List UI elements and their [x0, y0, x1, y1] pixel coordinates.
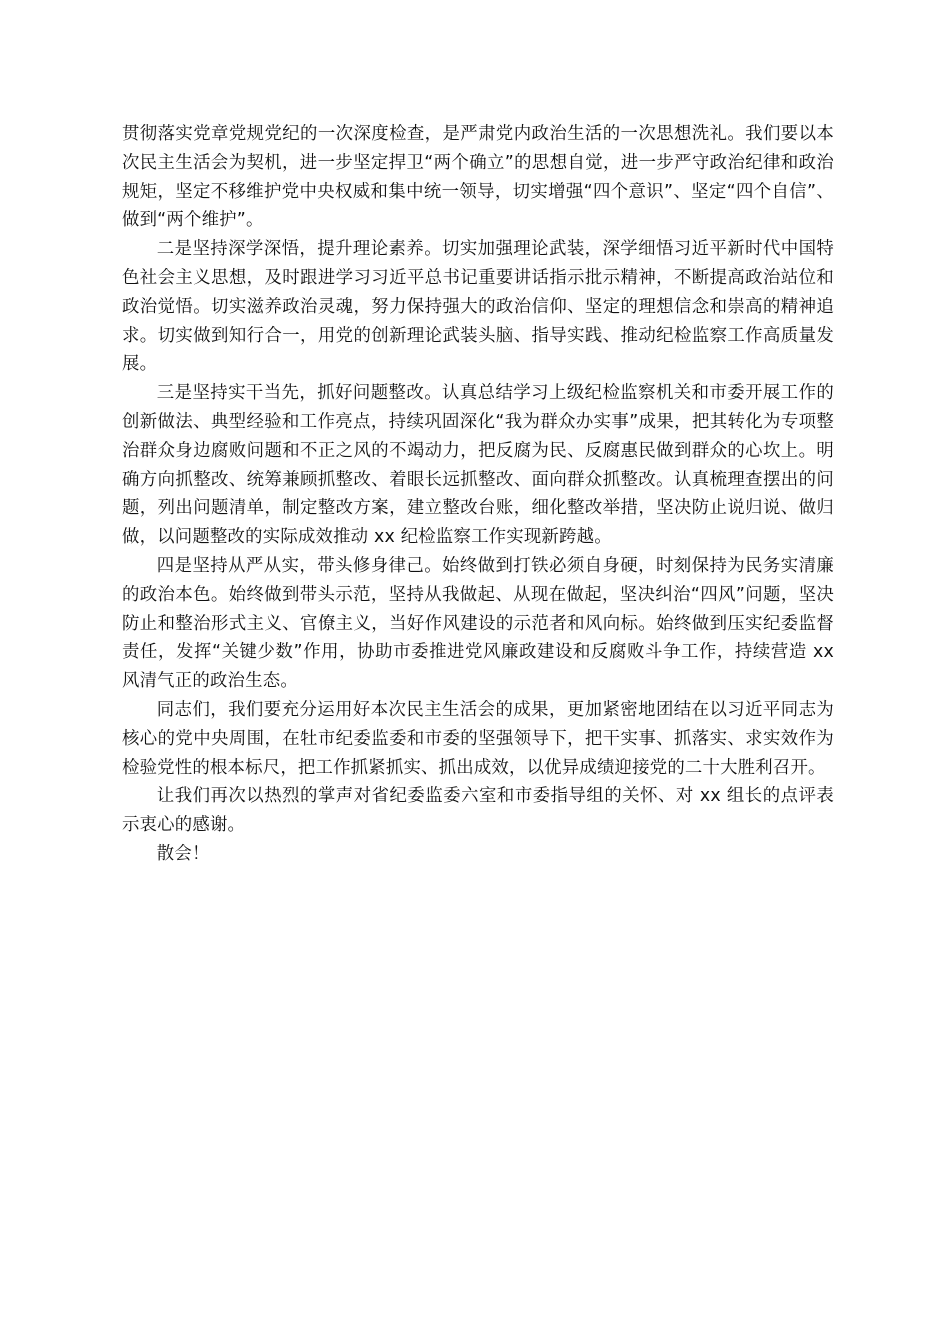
paragraph-point-two: 二是坚持深学深悟，提升理论素养。切实加强理论武装，深学细悟习近平新时代中国特色社会主义思想，及时跟进学习习近平总书记重要讲话指示批示精神，不断提高政治站位和政治觉悟。切实滋养政治灵魂，努力保持强大的政治信仰、坚定的理想信念和崇高的精神追求。切实做到知行合一，用党的创新理论武装头脑、指导实践、推动纪检监察工作高质量发展。: [122, 239, 834, 375]
paragraph-point-four: 四是坚持从严从实，带头修身律己。始终做到打铁必须自身硬，时刻保持为民务实清廉的政治本色。始终做到带头示范，坚持从我做起、从现在做起，坚决纠治“四风”问题，坚决防止和整治形式主义、官僚主义，当好作风建设的示范者和风向标。始终做到压实纪委监督责任，发挥“关键少数”作用，协助市委推进党风廉政建设和反腐败斗争工作，持续营造 xx 风清气正的政治生态。: [122, 555, 834, 692]
paragraph-continuation: 贯彻落实党章党规党纪的一次深度检查，是严肃党内政治生活的一次思想洗礼。我们要以本次民主生活会为契机，进一步坚定捍卫“两个确立”的思想自觉，进一步严守政治纪律和政治规矩，坚定不移维护党中央权威和集中统一领导，切实增强“四个意识”、坚定“四个自信”、做到“两个维护”。: [122, 124, 834, 231]
paragraph-adjourn: 散会！: [156, 843, 210, 864]
paragraph-thanks: 让我们再次以热烈的掌声对省纪委监委六室和市委指导组的关怀、对 xx 组长的点评表示衷心的感谢。: [122, 786, 834, 836]
paragraph-comrades: 同志们，我们要充分运用好本次民主生活会的成果，更加紧密地团结在以习近平同志为核心的党中央周围，在牡市纪委监委和市委的坚强领导下，把干实事、抓落实、求实效作为检验党性的根本标尺，把工作抓紧抓实、抓出成效，以优异成绩迎接党的二十大胜利召开。: [122, 699, 834, 778]
paragraph-point-three: 三是坚持实干当先，抓好问题整改。认真总结学习上级纪检监察机关和市委开展工作的创新做法、典型经验和工作亮点，持续巩固深化“我为群众办实事”成果，把其转化为专项整治群众身边腐败问题和不正之风的不竭动力，把反腐为民、反腐惠民做到群众的心坎上。明确方向抓整改、统筹兼顾抓整改、着眼长远抓整改、面向群众抓整改。认真梳理查摆出的问题，列出问题清单，制定整改方案，建立整改台账，细化整改举措，坚决防止说归说、做归做，以问题整改的实际成效推动 xx 纪检监察工作实现新跨越。: [122, 383, 834, 548]
document-body: [122, 120, 834, 869]
